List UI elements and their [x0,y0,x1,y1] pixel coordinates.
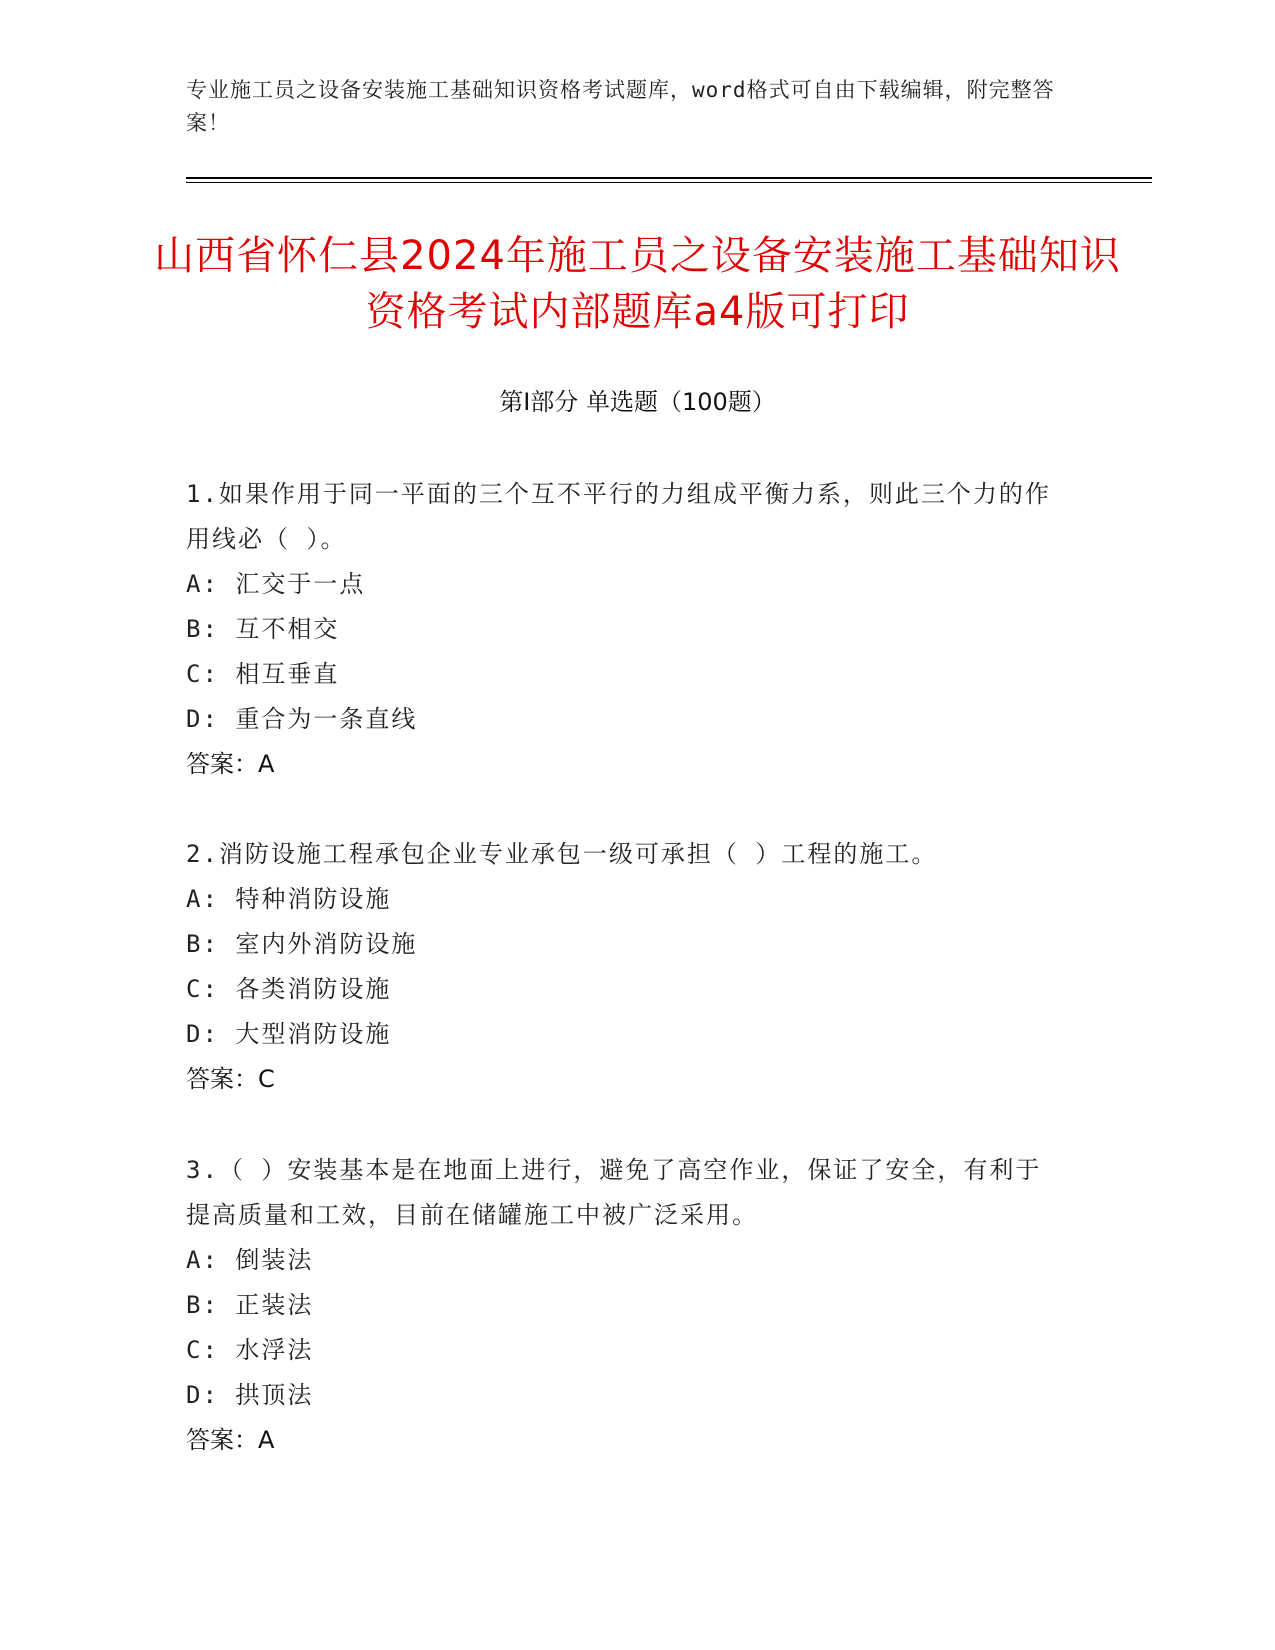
option-b: B: 正装法 [186,1291,314,1319]
answer-text: 答案：A [186,750,275,778]
question-stem: 3.（ ）安装基本是在地面上进行，避免了高空作业，保证了安全，有利于提高质量和工效，目前在储罐施工中被广泛采用。 [186,1156,1042,1229]
option-d: D: 拱顶法 [186,1381,314,1409]
header-divider-thin [186,182,1152,183]
question-block [186,472,1066,787]
option-b: B: 互不相交 [186,615,340,643]
option-b: B: 室内外消防设施 [186,930,418,958]
header-divider-thick [186,177,1152,179]
option-a: A: 汇交于一点 [186,570,366,598]
option-a: A: 特种消防设施 [186,885,392,913]
section-title: 第I部分 单选题（100题） [499,388,776,416]
answer-text: 答案：C [186,1065,275,1093]
option-c: C: 相互垂直 [186,660,340,688]
option-c: C: 各类消防设施 [186,975,392,1003]
option-d: D: 重合为一条直线 [186,705,418,733]
document-title: 山西省怀仁县2024年施工员之设备安装施工基础知识资格考试内部题库a4版可打印 [154,233,1121,335]
answer-text: 答案：A [186,1426,275,1454]
option-c: C: 水浮法 [186,1336,314,1364]
header-note: 专业施工员之设备安装施工基础知识资格考试题库，word格式可自由下载编辑，附完整答案！ [186,78,1055,135]
question-stem: 2.消防设施工程承包企业专业承包一级可承担（ ）工程的施工。 [186,840,938,868]
question-block [186,1148,1066,1463]
option-d: D: 大型消防设施 [186,1020,392,1048]
question-stem: 1.如果作用于同一平面的三个互不平行的力组成平衡力系，则此三个力的作用线必（ ）。 [186,480,1051,553]
question-block [186,832,1066,1102]
option-a: A: 倒装法 [186,1246,314,1274]
